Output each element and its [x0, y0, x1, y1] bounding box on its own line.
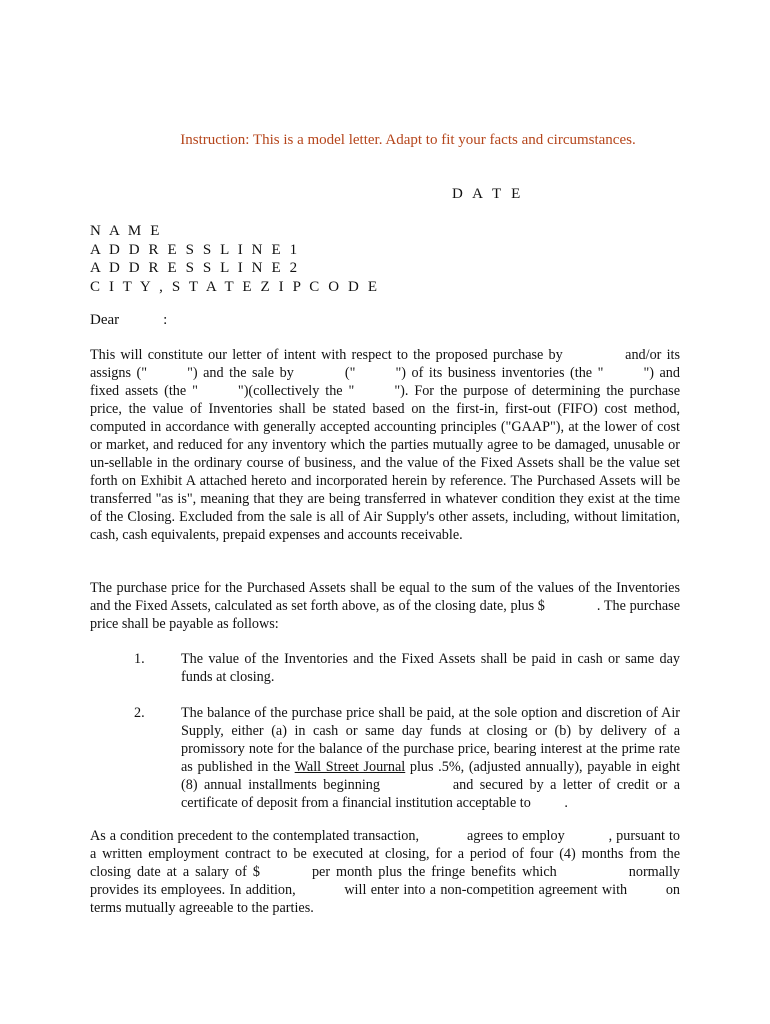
text-run: per month plus the fringe benefits which	[311, 864, 557, 881]
salutation-colon: :	[163, 312, 168, 328]
text-run: . The purchase price shall be payable as follows:	[90, 598, 680, 633]
text-run: .	[564, 795, 568, 812]
address-line-2: A D D R E S S L I N E 2	[90, 260, 300, 276]
address-line-1: A D D R E S S L I N E 1	[90, 241, 300, 258]
publication-title: Wall Street Journal	[294, 759, 406, 776]
text-run: and/or its assigns ("	[90, 347, 681, 382]
employment-paragraph	[90, 827, 680, 917]
purchase-price-paragraph	[90, 579, 680, 633]
item-text	[181, 704, 680, 812]
city-state-zip: C I T Y , S T A T E Z I P C O D E	[90, 278, 380, 295]
text-run: and secured by a letter of credit or a certificate of deposit from a financial institution acceptable to	[181, 777, 681, 812]
item-text: The value of the Inventories and the Fixed Assets shall be paid in cash or same day funds at closing.	[181, 651, 680, 686]
text-run: ("	[344, 365, 356, 382]
recipient-address	[90, 222, 380, 296]
text-run: agrees to employ	[466, 828, 565, 844]
text-run: , pursuant to a written employment contract to be executed at closing, for a period of four (4) months from the closing date at a salary of $	[90, 828, 680, 881]
text-run: on terms mutually agreeable to the parties.	[90, 882, 680, 917]
text-run: The balance of the purchase price shall be paid, at the sole option and discretion of Air Supply, either (a) in cash or same day funds at closing or (b) by delivery of a promissory note for the balance of the purchase price, bearing interest at the prime rate as published in the	[181, 705, 680, 776]
intent-paragraph	[90, 346, 680, 545]
text-run: ")(collectively the "	[237, 383, 355, 400]
instruction-note: Instruction: This is a model letter. Adapt to fit your facts and circumstances.	[180, 132, 636, 148]
text-run: will enter into a non-competition agreement with	[344, 882, 628, 899]
text-run: ") and fixed assets (the "	[90, 365, 680, 400]
item-number: 1.	[134, 651, 145, 667]
text-run: The purchase price for the Purchased Assets shall be equal to the sum of the values of the Inventories and the Fixed Assets, calculated as set forth above, as of the closing date, plus $	[90, 580, 680, 615]
salutation-dear: Dear	[90, 312, 120, 328]
text-run: ") of its business inventories (the "	[395, 365, 604, 382]
text-run: normally provides its employees. In addition,	[90, 864, 680, 899]
salutation	[90, 312, 167, 329]
text-run: This will constitute our letter of intent with respect to the proposed purchase by	[90, 347, 563, 363]
text-run: plus .5%, (adjusted annually), payable in eight (8) annual installments beginning	[181, 759, 681, 794]
text-run: ") and the sale by	[187, 365, 294, 382]
text-run: As a condition precedent to the contemplated transaction,	[90, 828, 420, 844]
item-number: 2.	[134, 705, 145, 721]
recipient-name: N A M E	[90, 223, 162, 239]
date-field: D A T E	[452, 186, 524, 202]
text-run: "). For the purpose of determining the purchase price, the value of Inventories shall be stated based on the first-in, first-out (FIFO) cost method, computed in accordance with generally accepted accounting principles ("GAAP"), at the lower of cost or market, and reduced for any inventory which the parties mutually agree to be damaged, unusable or un-sellable in the ordinary course of business, and the value of the Fixed Assets shall be the value set forth on Exhibit A attached hereto and incorporated herein by reference. The Purchased Assets will be transferred "as is", meaning that they are being transferred in whatever condition they exist at the time of the Closing. Excluded from the sale is all of Air Supply's other assets, including, without limitation, cash, cash equivalents, prepaid expenses and accounts receivable.	[90, 383, 680, 544]
